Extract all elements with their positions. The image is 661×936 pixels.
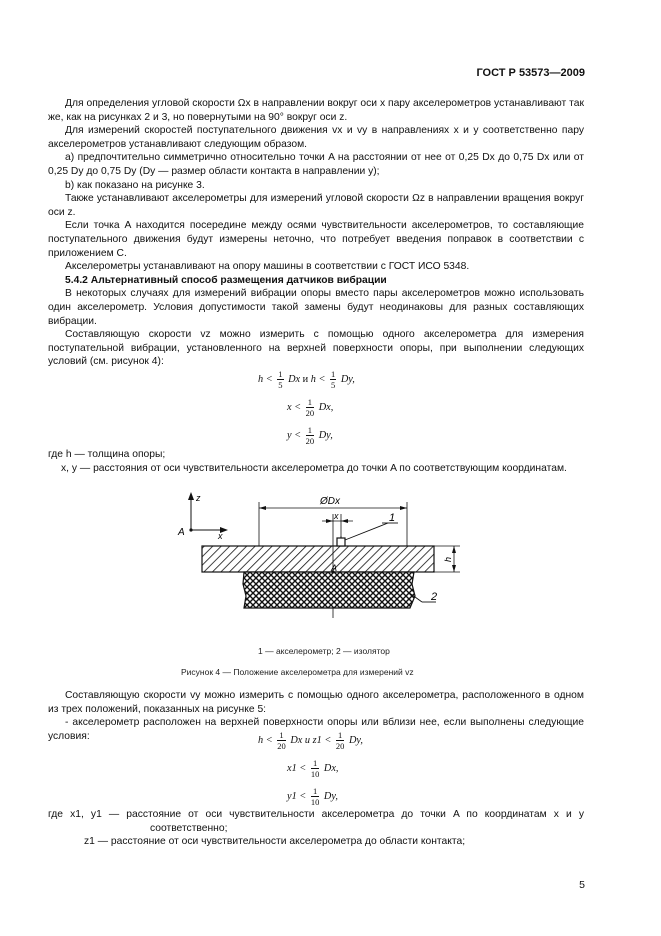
formula-line: y < $\frac{1}{20}$ Dy,: [287, 425, 333, 446]
dimension-h-label: h: [443, 556, 453, 562]
definitions-1: [48, 448, 584, 475]
figure-legend: 1 — акселерометр; 2 — изолятор: [258, 646, 390, 656]
axis-z-label: z: [196, 493, 201, 503]
section-heading: 5.4.2 Альтернативный способ размещения датчиков вибрации: [65, 274, 387, 286]
standard-header: ГОСТ Р 53573—2009: [476, 67, 585, 79]
isolator: [243, 572, 415, 608]
page-number: 5: [579, 879, 585, 891]
formula-line: x1 < $\frac{1}{10}$ Dx,: [287, 758, 339, 779]
paragraph: Если точка A находится посередине между осями чувствительности акселерометров, то составляющие поступательного движения будут измерены неточно, что потребует введения поправок в соответствии с приложением С.: [48, 220, 584, 259]
definitions-2: [48, 808, 584, 849]
definition: x, y — расстояния от оси чувствительности акселерометра до точки A по соответствующим координатам.: [61, 462, 567, 474]
dimension-d-label: ØDx: [320, 496, 340, 507]
paragraph: Составляющую скорости vz можно измерить с помощью одного акселерометра для измерения поступательной вибрации, установленного на верхней поверхности опоры, при выполнении следующих условий (см. рисунок 4):: [48, 329, 584, 368]
label-2: 2: [431, 591, 438, 603]
definition: z1 — расстояние от оси чувствительности акселерометра до области контакта;: [84, 836, 466, 848]
paragraph: b) как показано на рисунке 3.: [65, 179, 205, 191]
figure-4-diagram: [160, 488, 480, 633]
point-a-label: A: [178, 527, 185, 538]
formula-line: y1 < $\frac{1}{10}$ Dy,: [287, 786, 338, 807]
formula-line: x < $\frac{1}{20}$ Dx,: [287, 397, 334, 418]
figure-caption: Рисунок 4 — Положение акселерометра для измерений vz: [181, 667, 414, 677]
paragraph: Акселерометры устанавливают на опору машины в соответствии с ГОСТ ИСО 5348.: [65, 261, 470, 273]
support-plate: [202, 546, 434, 572]
paragraph: Для измерений скоростей поступательного движения vx и vy в направлениях x и y соответственно пару акселерометров устанавливают следующим образом.: [48, 125, 584, 150]
paragraph: Для определения угловой скорости Ωx в направлении вокруг оси x пару акселерометров устанавливают так же, как на рисунках 2 и 3, но повернутыми на 90° вокруг оси z.: [48, 98, 584, 123]
paragraph: В некоторых случаях для измерений вибрации опоры вместо пары акселерометров можно использовать один акселерометр. Условия допустимости такой замены будут неодинаковы для разных составляющих вибрации.: [48, 288, 584, 327]
point-a-contact-label: A: [331, 563, 338, 573]
paragraph: - акселерометр расположен на верхней поверхности опоры или вблизи нее, если выполнены следующие условия:: [48, 717, 584, 742]
paragraph: Также устанавливают акселерометры для измерений угловой скорости Ωz в направлении вращения вокруг оси z.: [48, 193, 584, 218]
dimension-x-label: x: [334, 511, 339, 521]
accelerometer: [337, 538, 345, 546]
text-block-1: [48, 97, 584, 369]
paragraph: а) предпочтительно симметрично относительно точки A на расстоянии от нее от 0,25 Dx до 0,75 Dx или от 0,25 Dy до 0,75 Dy (Dy — размер области контакта в направлении y);: [48, 152, 584, 177]
formula-line: h < $\frac{1}{20}$ Dx и z1 < $\frac{1}{20}$ Dy,: [258, 730, 363, 751]
definition: где x1, y1 — расстояние от оси чувствительности акселерометра до точки A по координатам x и y соответственно;: [48, 809, 584, 834]
definition: где h — толщина опоры;: [48, 449, 166, 460]
axis-x-label: x: [218, 531, 223, 541]
paragraph: Составляющую скорости vy можно измерить с помощью одного акселерометра, расположенного в одном из трех положений, показанных на рисунке 5:: [48, 690, 584, 715]
label-1: 1: [389, 512, 396, 524]
formula-line: h < $\frac{1}{5}$ Dx и h < $\frac{1}{5}$ Dy,: [258, 369, 355, 390]
